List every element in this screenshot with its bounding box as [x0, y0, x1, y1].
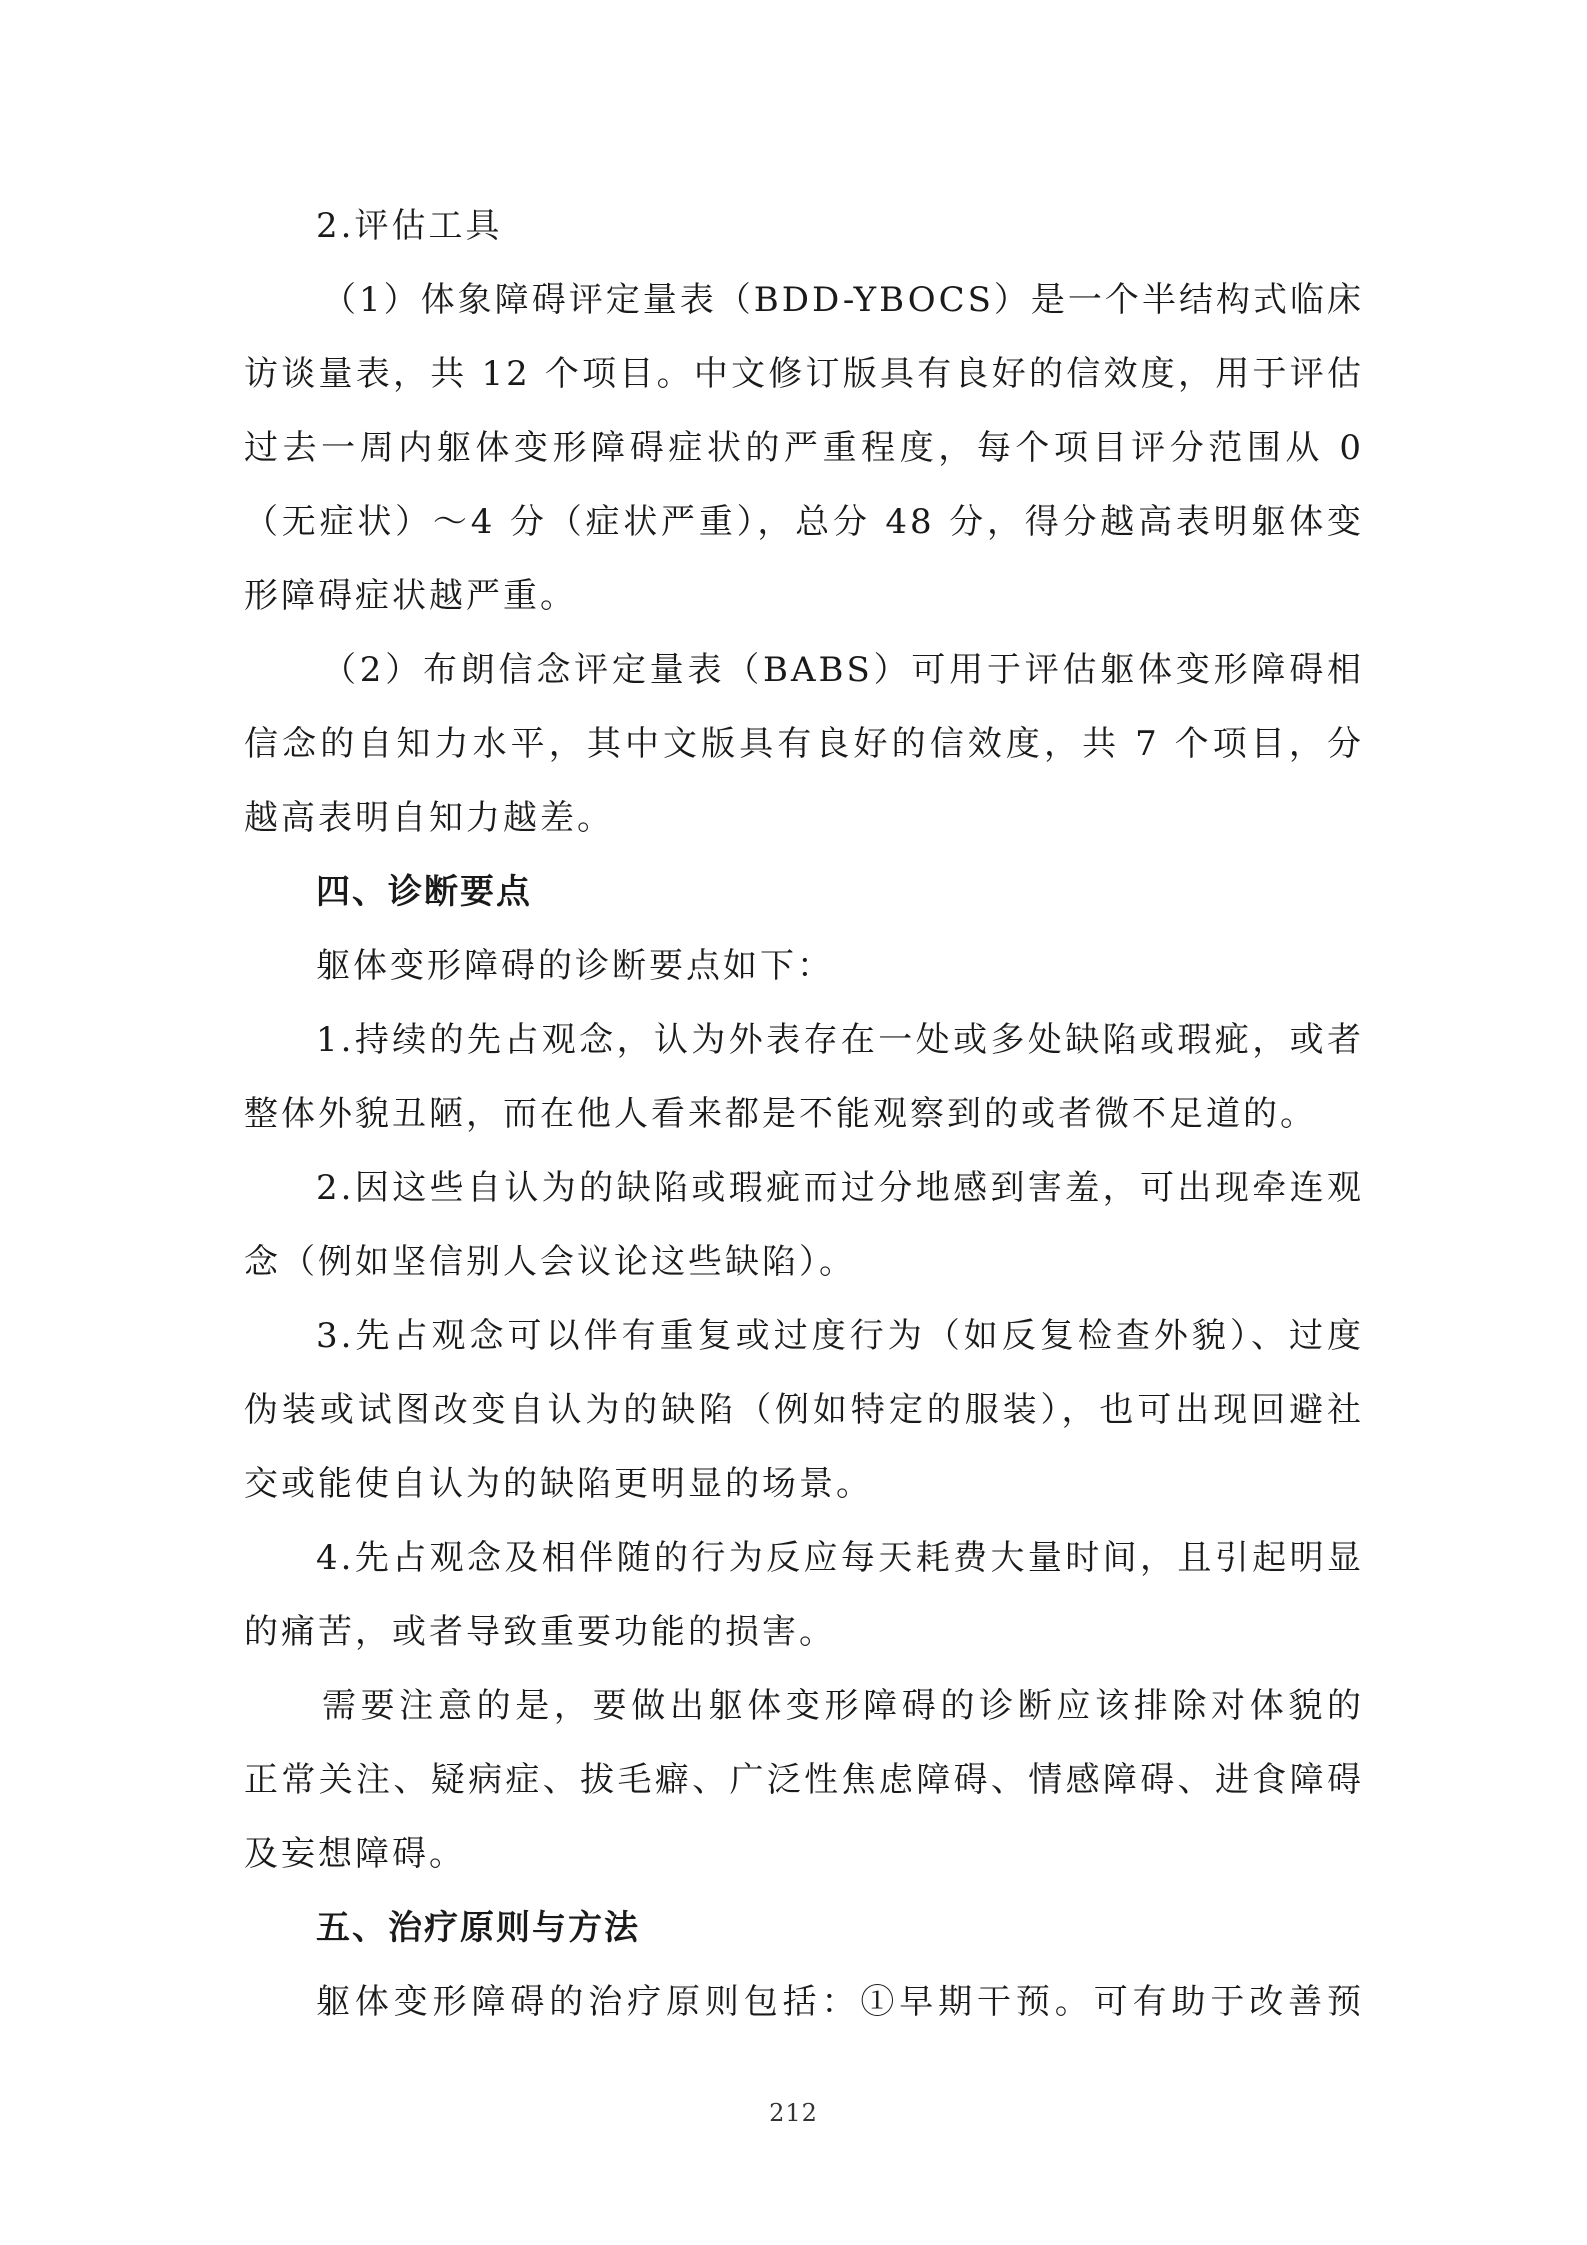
paragraph-line: 念（例如坚信别人会议论这些缺陷）。: [244, 1242, 856, 1282]
paragraph-line: （2）布朗信念评定量表（BABS）可用于评估躯体变形障碍相: [322, 650, 1364, 690]
paragraph-line: （1）体象障碍评定量表（BDD-YBOCS）是一个半结构式临床: [322, 280, 1364, 320]
paragraph-line: 3.先占观念可以伴有重复或过度行为（如反复检查外貌）、过度: [316, 1316, 1364, 1356]
paragraph-line: 形障碍症状越严重。: [244, 576, 577, 616]
paragraph-line: 躯体变形障碍的治疗原则包括：①早期干预。可有助于改善预: [316, 1982, 1364, 2022]
paragraph-line: 4.先占观念及相伴随的行为反应每天耗费大量时间，且引起明显: [316, 1538, 1364, 1578]
paragraph-line: 需要注意的是，要做出躯体变形障碍的诊断应该排除对体貌的: [322, 1686, 1364, 1726]
paragraph-line: 2.因这些自认为的缺陷或瑕疵而过分地感到害羞，可出现牵连观: [316, 1168, 1364, 1208]
paragraph-line: 1.持续的先占观念，认为外表存在一处或多处缺陷或瑕疵，或者: [316, 1020, 1364, 1060]
paragraph-line: 信念的自知力水平，其中文版具有良好的信效度，共 7 个项目，分: [244, 724, 1364, 764]
paragraph-line: 交或能使自认为的缺陷更明显的场景。: [244, 1464, 873, 1504]
paragraph-line: 正常关注、疑病症、拔毛癖、广泛性焦虑障碍、情感障碍、进食障碍: [244, 1760, 1364, 1800]
paragraph-line: 的痛苦，或者导致重要功能的损害。: [244, 1612, 836, 1652]
paragraph-line: 访谈量表，共 12 个项目。中文修订版具有良好的信效度，用于评估: [244, 354, 1364, 394]
paragraph-line: （无症状）～4 分（症状严重），总分 48 分，得分越高表明躯体变: [244, 502, 1364, 542]
paragraph-line: 整体外貌丑陋，而在他人看来都是不能观察到的或者微不足道的。: [244, 1094, 1317, 1134]
page-number: 212: [769, 2099, 818, 2127]
section-heading: 四、诊断要点: [316, 872, 532, 912]
subsection-title: 2.评估工具: [316, 206, 503, 246]
section-heading: 五、治疗原则与方法: [316, 1908, 640, 1948]
paragraph-line: 过去一周内躯体变形障碍症状的严重程度，每个项目评分范围从 0: [244, 428, 1364, 468]
paragraph-line: 躯体变形障碍的诊断要点如下：: [316, 946, 834, 986]
paragraph-line: 越高表明自知力越差。: [244, 798, 614, 838]
paragraph-line: 伪装或试图改变自认为的缺陷（例如特定的服装），也可出现回避社: [244, 1390, 1364, 1430]
paragraph-line: 及妄想障碍。: [244, 1834, 466, 1874]
